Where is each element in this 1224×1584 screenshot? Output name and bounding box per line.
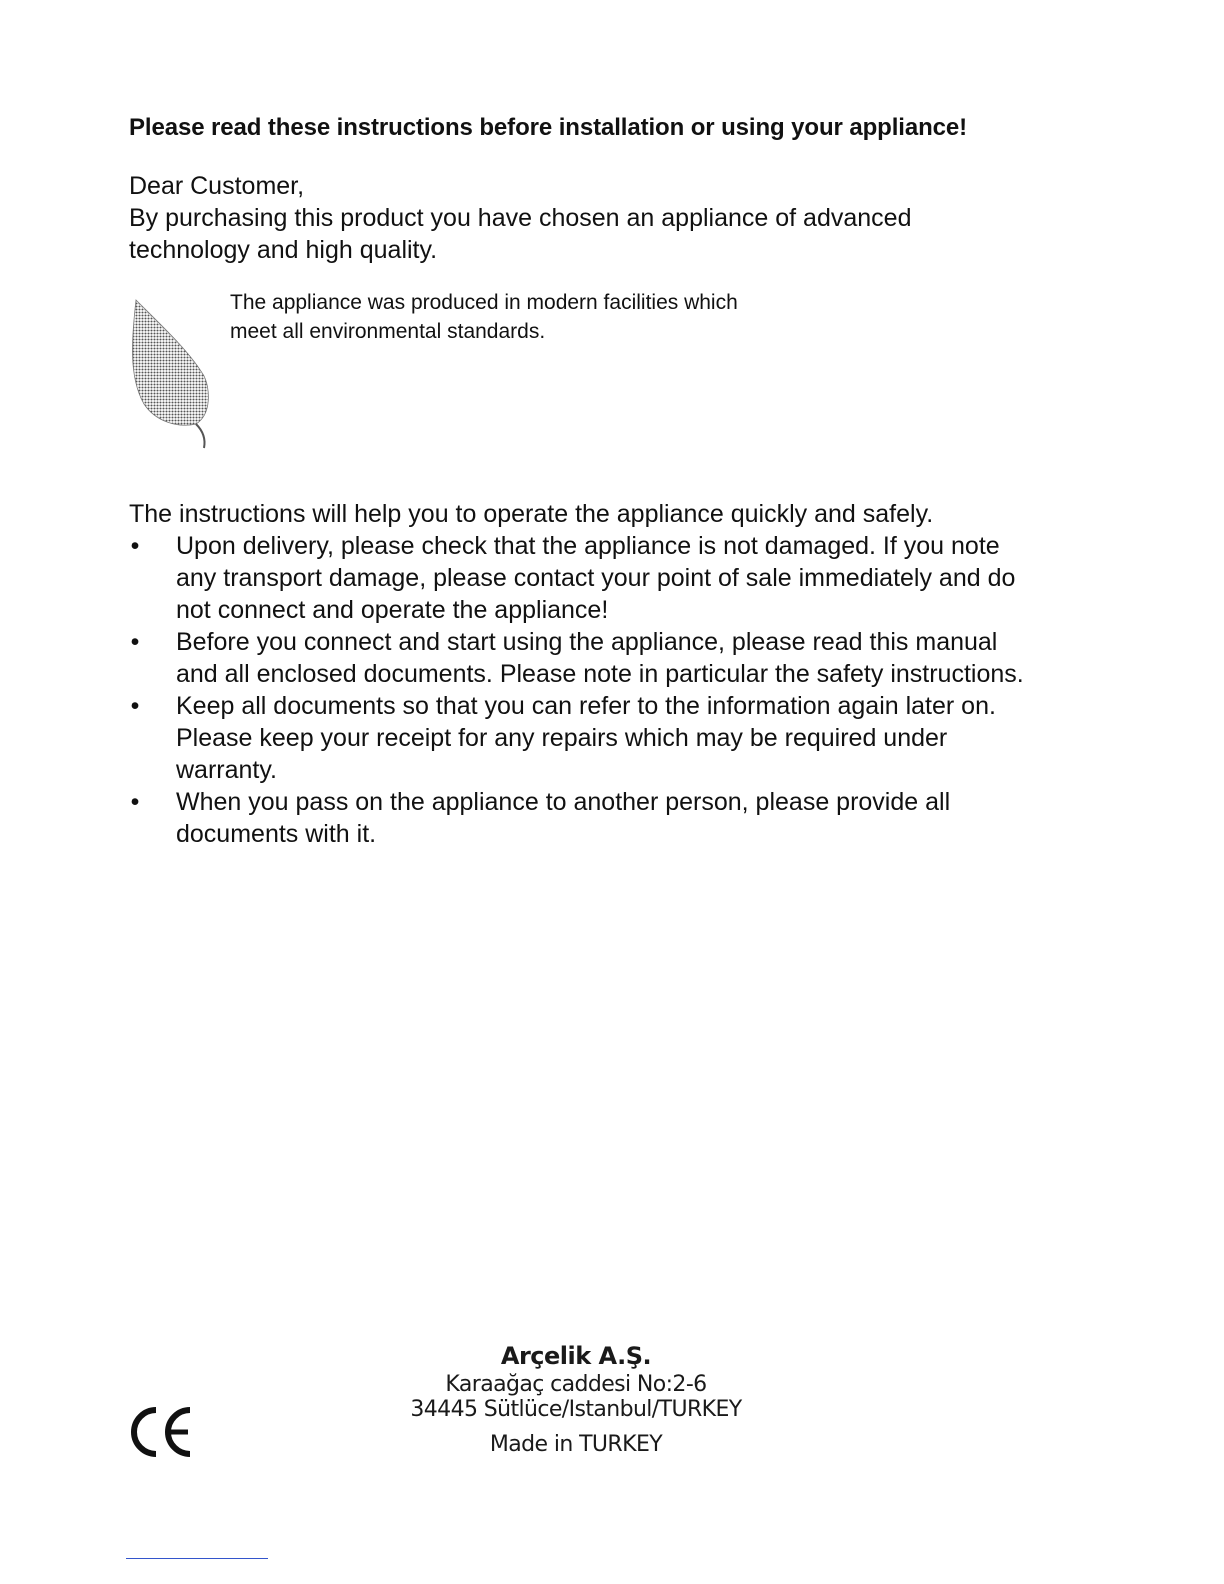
intro-block	[129, 170, 1029, 266]
environment-line-2: meet all environmental standards.	[230, 320, 546, 343]
list-item-line: any transport damage, please contact your point of sale immediately and do	[176, 564, 1016, 592]
list-item-line: Upon delivery, please check that the appliance is not damaged. If you note	[176, 532, 1000, 560]
list-item-line: warranty.	[176, 756, 277, 784]
instructions-block	[129, 498, 1109, 850]
environment-line-1: The appliance was produced in modern facilities which	[230, 291, 738, 314]
list-item	[129, 786, 1109, 850]
bullet-icon: •	[130, 788, 140, 816]
company-name: Arçelik A.Ş.	[500, 1342, 652, 1370]
intro-line-2: technology and high quality.	[129, 236, 438, 264]
manufacturer-address	[376, 1340, 776, 1457]
address-city: 34445 Sütlüce/Istanbul/TURKEY	[410, 1397, 742, 1422]
made-in: Made in TURKEY	[489, 1432, 663, 1457]
bullet-icon: •	[130, 628, 140, 656]
list-item-line: Before you connect and start using the appliance, please read this manual	[176, 628, 998, 656]
bullet-icon: •	[130, 692, 140, 720]
list-item-line: Keep all documents so that you can refer to the information again later on.	[176, 692, 996, 720]
list-item	[129, 690, 1109, 786]
bullet-icon: •	[130, 532, 140, 560]
instructions-intro: The instructions will help you to operate the appliance quickly and safely.	[129, 500, 934, 528]
list-item	[129, 530, 1109, 626]
footer-rule	[126, 1558, 268, 1559]
list-item-line: When you pass on the appliance to another person, please provide all	[176, 788, 951, 816]
ce-mark-icon	[126, 1404, 196, 1460]
instructions-list	[129, 530, 1109, 850]
intro-line-1: By purchasing this product you have chosen an appliance of advanced	[129, 204, 912, 232]
list-item-line: not connect and operate the appliance!	[176, 596, 609, 624]
list-item	[129, 626, 1109, 690]
address-street: Karaağaç caddesi No:2-6	[445, 1372, 707, 1397]
list-item-line: and all enclosed documents. Please note in particular the safety instructions.	[176, 660, 1024, 688]
list-item-line: documents with it.	[176, 820, 377, 848]
greeting: Dear Customer,	[129, 172, 305, 200]
list-item-line: Please keep your receipt for any repairs which may be required under	[176, 724, 948, 752]
leaf-icon	[126, 296, 216, 452]
environment-note	[230, 288, 880, 346]
page-heading: Please read these instructions before installation or using your appliance!	[129, 114, 968, 141]
